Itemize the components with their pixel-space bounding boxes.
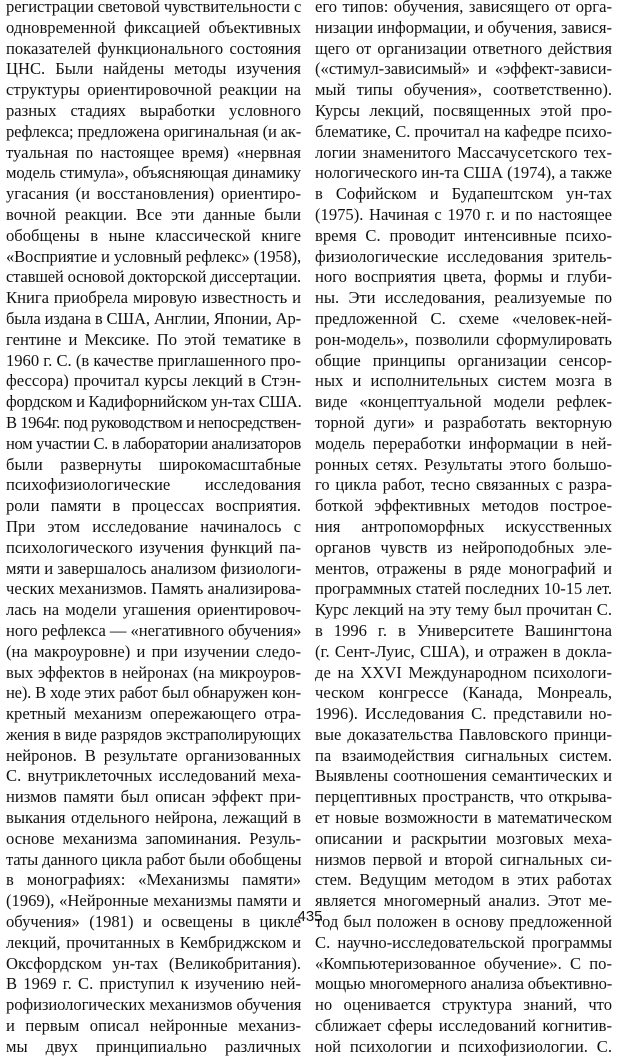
text-line: стем. Ведущим методом в этих работах bbox=[315, 870, 612, 890]
text-line: выкания отдельного нейрона, лежащий в bbox=[6, 808, 301, 828]
text-line: рефлекса; предложена оригинальная (и ак- bbox=[6, 121, 302, 141]
text-line: ет новые возможности в математическом bbox=[315, 808, 612, 828]
text-line: органов чувств из нейроподобных эле- bbox=[315, 537, 612, 557]
text-line: в монографиях: «Механизмы памяти» bbox=[6, 870, 301, 890]
text-line: торной дуги» и разработать векторную bbox=[315, 412, 612, 432]
text-line: де на XXVI Международном психологи- bbox=[315, 662, 612, 682]
text-line: психологического изучения функций па- bbox=[6, 537, 301, 557]
text-line: нейронов. В результате организованных bbox=[6, 745, 301, 765]
text-line: па взаимодействия сигнальных систем. bbox=[315, 745, 612, 765]
text-line: низмов первой и второй сигнальных си- bbox=[315, 849, 612, 869]
text-line: физиологические исследования зритель- bbox=[315, 246, 612, 266]
text-line: Курс лекций на эту тему был прочитан С. bbox=[315, 600, 612, 620]
text-line: нологического ин-та США (1974), а также bbox=[315, 163, 612, 183]
page-number: 435 bbox=[297, 908, 323, 925]
text-line: является многомерный анализ. Этот ме- bbox=[315, 891, 612, 911]
text-line: но оценивается структура знаний, что bbox=[315, 995, 612, 1015]
text-line: мы двух принципиально различных bbox=[6, 1036, 301, 1056]
text-line: общие принципы организации сенсор- bbox=[315, 350, 612, 370]
text-line: показателей функционального состояния bbox=[6, 38, 301, 58]
text-line: Выявлены соотношения семантических и bbox=[315, 766, 612, 786]
text-line: тод был положен в основу предложенной bbox=[315, 912, 612, 932]
text-line: обобщены в ныне классической книге bbox=[6, 225, 301, 245]
text-line: структуры ориентировочной реакции на bbox=[6, 80, 301, 100]
text-line: логии знаменитого Массачусетского тех- bbox=[315, 142, 612, 162]
text-line: вочной реакции. Все эти данные были bbox=[6, 204, 301, 224]
text-line: го цикла работ, тесно связанных с разра- bbox=[315, 475, 612, 495]
text-line: (1969), «Нейронные механизмы памяти и bbox=[6, 891, 301, 911]
text-line: лась на модели угашения ориентировоч- bbox=[6, 600, 301, 620]
text-line: 1996). Исследования С. представили но- bbox=[315, 704, 612, 724]
text-column-right bbox=[315, 0, 612, 1058]
text-line: его типов: обучения, зависящего от орга- bbox=[315, 0, 612, 16]
text-line: ментов, отражены в ряде монографий и bbox=[315, 558, 612, 578]
text-line: не). В ходе этих работ был обнаружен кон- bbox=[6, 683, 301, 703]
text-line: модель переработки информации в ней- bbox=[315, 433, 612, 453]
text-line: ного рефлекса — «негативного обучения» bbox=[6, 620, 302, 640]
text-line: ческом конгрессе (Канада, Монреаль, bbox=[315, 683, 612, 703]
text-line: и первым описал нейронные механиз- bbox=[6, 1016, 301, 1036]
text-line: ЦНС. Были найдены методы изучения bbox=[6, 59, 301, 79]
text-line: мяти и завершалось анализом физиологи- bbox=[6, 558, 302, 578]
text-line: перцептивных пространств, что открыва- bbox=[315, 787, 612, 807]
text-line: рон-модель», позволили сформулировать bbox=[315, 329, 612, 349]
text-line: 1960 г. С. (в качестве приглашенного про- bbox=[6, 350, 301, 370]
text-line: фордском и Кадифорнийском ун-тах США. bbox=[6, 392, 302, 412]
text-line: щего от организации ответного действия bbox=[315, 38, 612, 58]
text-line: ния антропоморфных искусственных bbox=[315, 516, 612, 536]
text-line: время С. проводит интенсивные психо- bbox=[315, 225, 612, 245]
text-line: вых эффектов в нейронах (на микроуров- bbox=[6, 662, 301, 682]
text-line: одновременной фиксацией объективных bbox=[6, 17, 301, 37]
text-line: С. научно-исследовательской программы bbox=[315, 932, 612, 952]
text-line: описании и раскрытии мозговых меха- bbox=[315, 828, 612, 848]
text-line: фессора) прочитал курсы лекций в Стэн- bbox=[6, 371, 301, 391]
text-line: низмов памяти был описан эффект при- bbox=[6, 787, 301, 807]
text-line: была издана в США, Англии, Японии, Ар- bbox=[6, 308, 301, 328]
text-line: психофизиологические исследования bbox=[6, 475, 301, 495]
text-line: в Софийском и Будапештском ун-тах bbox=[315, 184, 612, 204]
text-line: вые доказательства Павловского принци- bbox=[315, 724, 612, 744]
text-line: боткой эффективных методов построе- bbox=[315, 496, 612, 516]
text-line: ческих механизмов. Память анализирова- bbox=[6, 579, 301, 599]
text-line: предложенной С. схеме «человек-ней- bbox=[315, 308, 612, 328]
text-line: ной психологии и психофизиологии. С. bbox=[315, 1036, 612, 1056]
text-line: «Восприятие и условный рефлекс» (1958), bbox=[6, 246, 301, 266]
text-line: жения в виде разрядов экстраполирующих bbox=[6, 724, 301, 744]
text-line: гентине и Мексике. По этой тематике в bbox=[6, 329, 301, 349]
text-line: ставшей основой докторской диссертации. bbox=[6, 267, 301, 287]
text-line: кретный механизм опережающего отра- bbox=[6, 704, 301, 724]
text-line: Оксфордском ун-тах (Великобритания). bbox=[6, 953, 301, 973]
text-line: модель стимула», объясняющая динамику bbox=[6, 163, 301, 183]
text-line: обучения» (1981) и освещены в цикле bbox=[6, 912, 301, 932]
text-line: (на макроуровне) и при изучении следо- bbox=[6, 641, 301, 661]
text-line: ны. Эти исследования, реализуемые по bbox=[315, 288, 612, 308]
text-line: мый типы обучения», соответственно). bbox=[315, 80, 612, 100]
text-line: туальная по настоящее время) «нервная bbox=[6, 142, 301, 162]
text-line: мощью многомерного анализа объективно- bbox=[315, 974, 612, 994]
text-line: При этом исследование начиналось с bbox=[6, 516, 301, 536]
text-line: программных статей последних 10-15 лет. bbox=[315, 579, 612, 599]
text-line: Курсы лекций, посвященных этой про- bbox=[315, 100, 612, 120]
text-line: низации информации, и обучения, завися- bbox=[315, 17, 613, 37]
text-line: были развернуты широкомасштабные bbox=[6, 454, 301, 474]
text-line: Книга приобрела мировую известность и bbox=[6, 288, 301, 308]
text-line: ронных сетях. Результаты этого большо- bbox=[315, 454, 612, 474]
text-line: лекций, прочитанных в Кембриджском и bbox=[6, 932, 301, 952]
text-line: регистрации световой чувствительности с bbox=[6, 0, 302, 16]
text-line: С. внутриклеточных исследований меха- bbox=[6, 766, 301, 786]
text-line: ных и исполнительных систем мозга в bbox=[315, 371, 612, 391]
text-line: виде «концептуальной модели рефлек- bbox=[315, 392, 612, 412]
text-line: (г. Сент-Луис, США), и отражен в докла- bbox=[315, 641, 612, 661]
text-line: угасания (и восстановления) ориентиро- bbox=[6, 184, 301, 204]
text-line: роли памяти в процессах восприятия. bbox=[6, 496, 301, 516]
text-column-left bbox=[6, 0, 301, 1058]
text-line: в 1996 г. в Университете Вашингтона bbox=[315, 620, 612, 640]
text-line: В 1964г. под руководством и непосредствен- bbox=[6, 412, 302, 432]
text-line: ного восприятия цвета, формы и глуби- bbox=[315, 267, 612, 287]
text-line: рофизиологических механизмов обучения bbox=[6, 995, 302, 1015]
text-line: В 1969 г. С. приступил к изучению ней- bbox=[6, 974, 301, 994]
text-line: «Компьютеризованное обучение». С по- bbox=[315, 953, 612, 973]
text-line: ном участии С. в лаборатории анализаторов bbox=[6, 433, 301, 453]
text-line: основе механизма запоминания. Резуль- bbox=[6, 828, 301, 848]
text-line: сближает сферы исследований когнитив- bbox=[315, 1016, 612, 1036]
text-line: таты данного цикла работ были обобщены bbox=[6, 849, 302, 869]
text-line: («стимул-зависимый» и «эффект-зависи- bbox=[315, 59, 612, 79]
text-line: блематике, С. прочитал на кафедре психо- bbox=[315, 121, 612, 141]
text-line: разных стадиях выработки условного bbox=[6, 100, 301, 120]
text-line: (1975). Начиная с 1970 г. и по настоящее bbox=[315, 204, 612, 224]
